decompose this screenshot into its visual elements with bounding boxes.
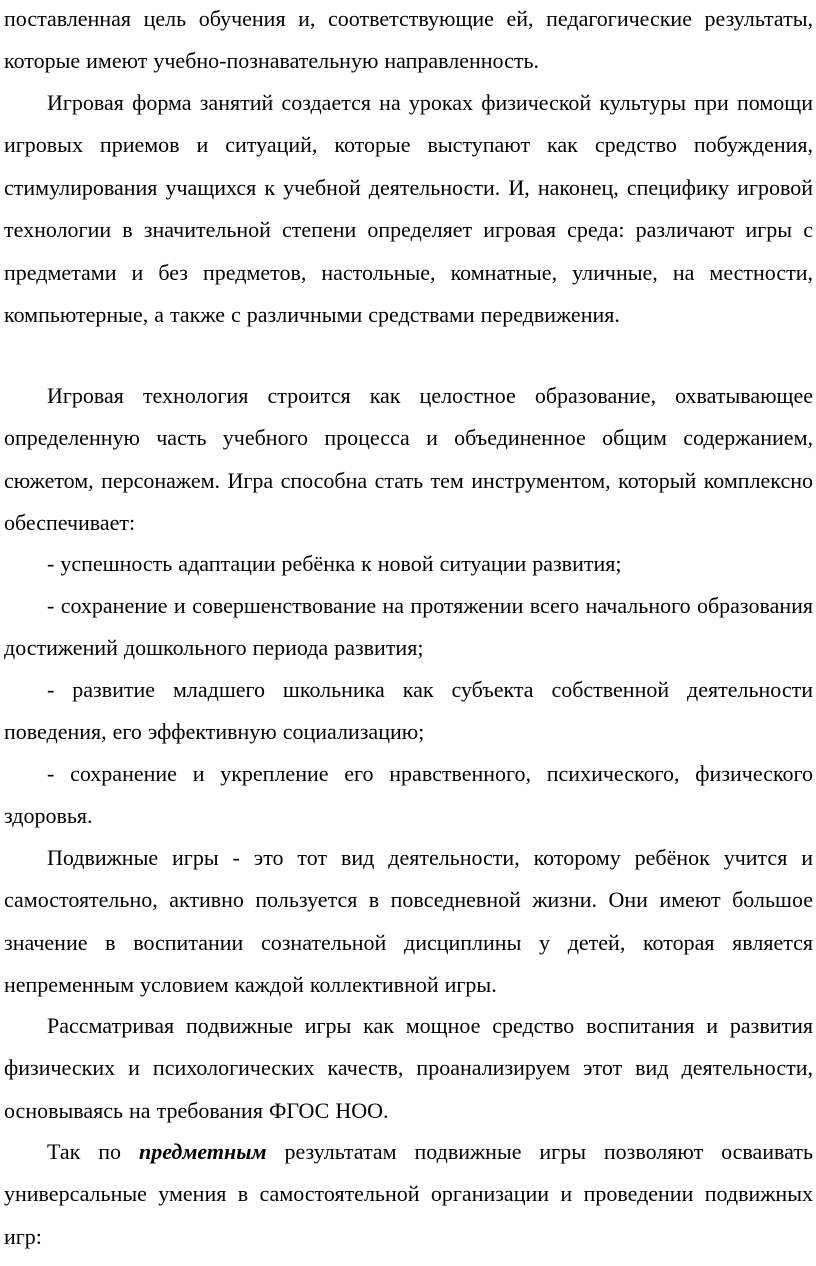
paragraph-1: поставленная цель обучения и, соответствующие ей, педагогические результаты, которые имеют учебно-познавательную направленность. (4, 6, 813, 74)
paragraph-3: Игровая технология строится как целостное образование, охватывающее определенную часть учебного процесса и объединенное общим содержанием, сюжетом, персонажем. Игра способна стать тем инструментом, который комплексно обеспечивает: (4, 383, 813, 536)
list-item-1: - успешность адаптации ребёнка к новой ситуации развития; (47, 551, 622, 576)
list-item-4: - сохранение и укрепление его нравственного, психического, физического здоровья. (4, 761, 813, 829)
paragraph-4: Подвижные игры - это тот вид деятельности, которому ребёнок учится и самостоятельно, активно пользуется в повседневной жизни. Они имеют большое значение в воспитании сознательной дисциплины у детей, которая является непременным условием каждой коллективной игры. (4, 845, 813, 998)
list-item-3: - развитие младшего школьника как субъекта собственной деятельности поведения, его эффективную социализацию; (4, 677, 813, 745)
paragraph-2: Игровая форма занятий создается на уроках физической культуры при помощи игровых приемов и ситуаций, которые выступают как средство побуждения, стимулирования учащихся к учебной деятельности. И, наконец, специфику игровой технологии в значительной степени определяет игровая среда: различают игры с предметами и без предметов, настольные, комнатные, уличные, на местности, компьютерные, а также с различными средствами передвижения. (4, 90, 813, 328)
paragraph-6-text: результатам подвижные игры позволяют осваивать универсальные умения в самостоятельной организации и проведении подвижных игр: (4, 1139, 813, 1249)
paragraph-6 (4, 1131, 813, 1258)
paragraph-5: Рассматривая подвижные игры как мощное средство воспитания и развития физических и психологических качеств, проанализируем этот вид деятельности, основываясь на требования ФГОС НОО. (4, 1013, 813, 1123)
paragraph-6-lead: Так по (47, 1139, 139, 1164)
list-item-2: - сохранение и совершенствование на протяжении всего начального образования достижений дошкольного периода развития; (4, 593, 813, 661)
emphasis-subject-results: предметным (138, 1139, 267, 1164)
